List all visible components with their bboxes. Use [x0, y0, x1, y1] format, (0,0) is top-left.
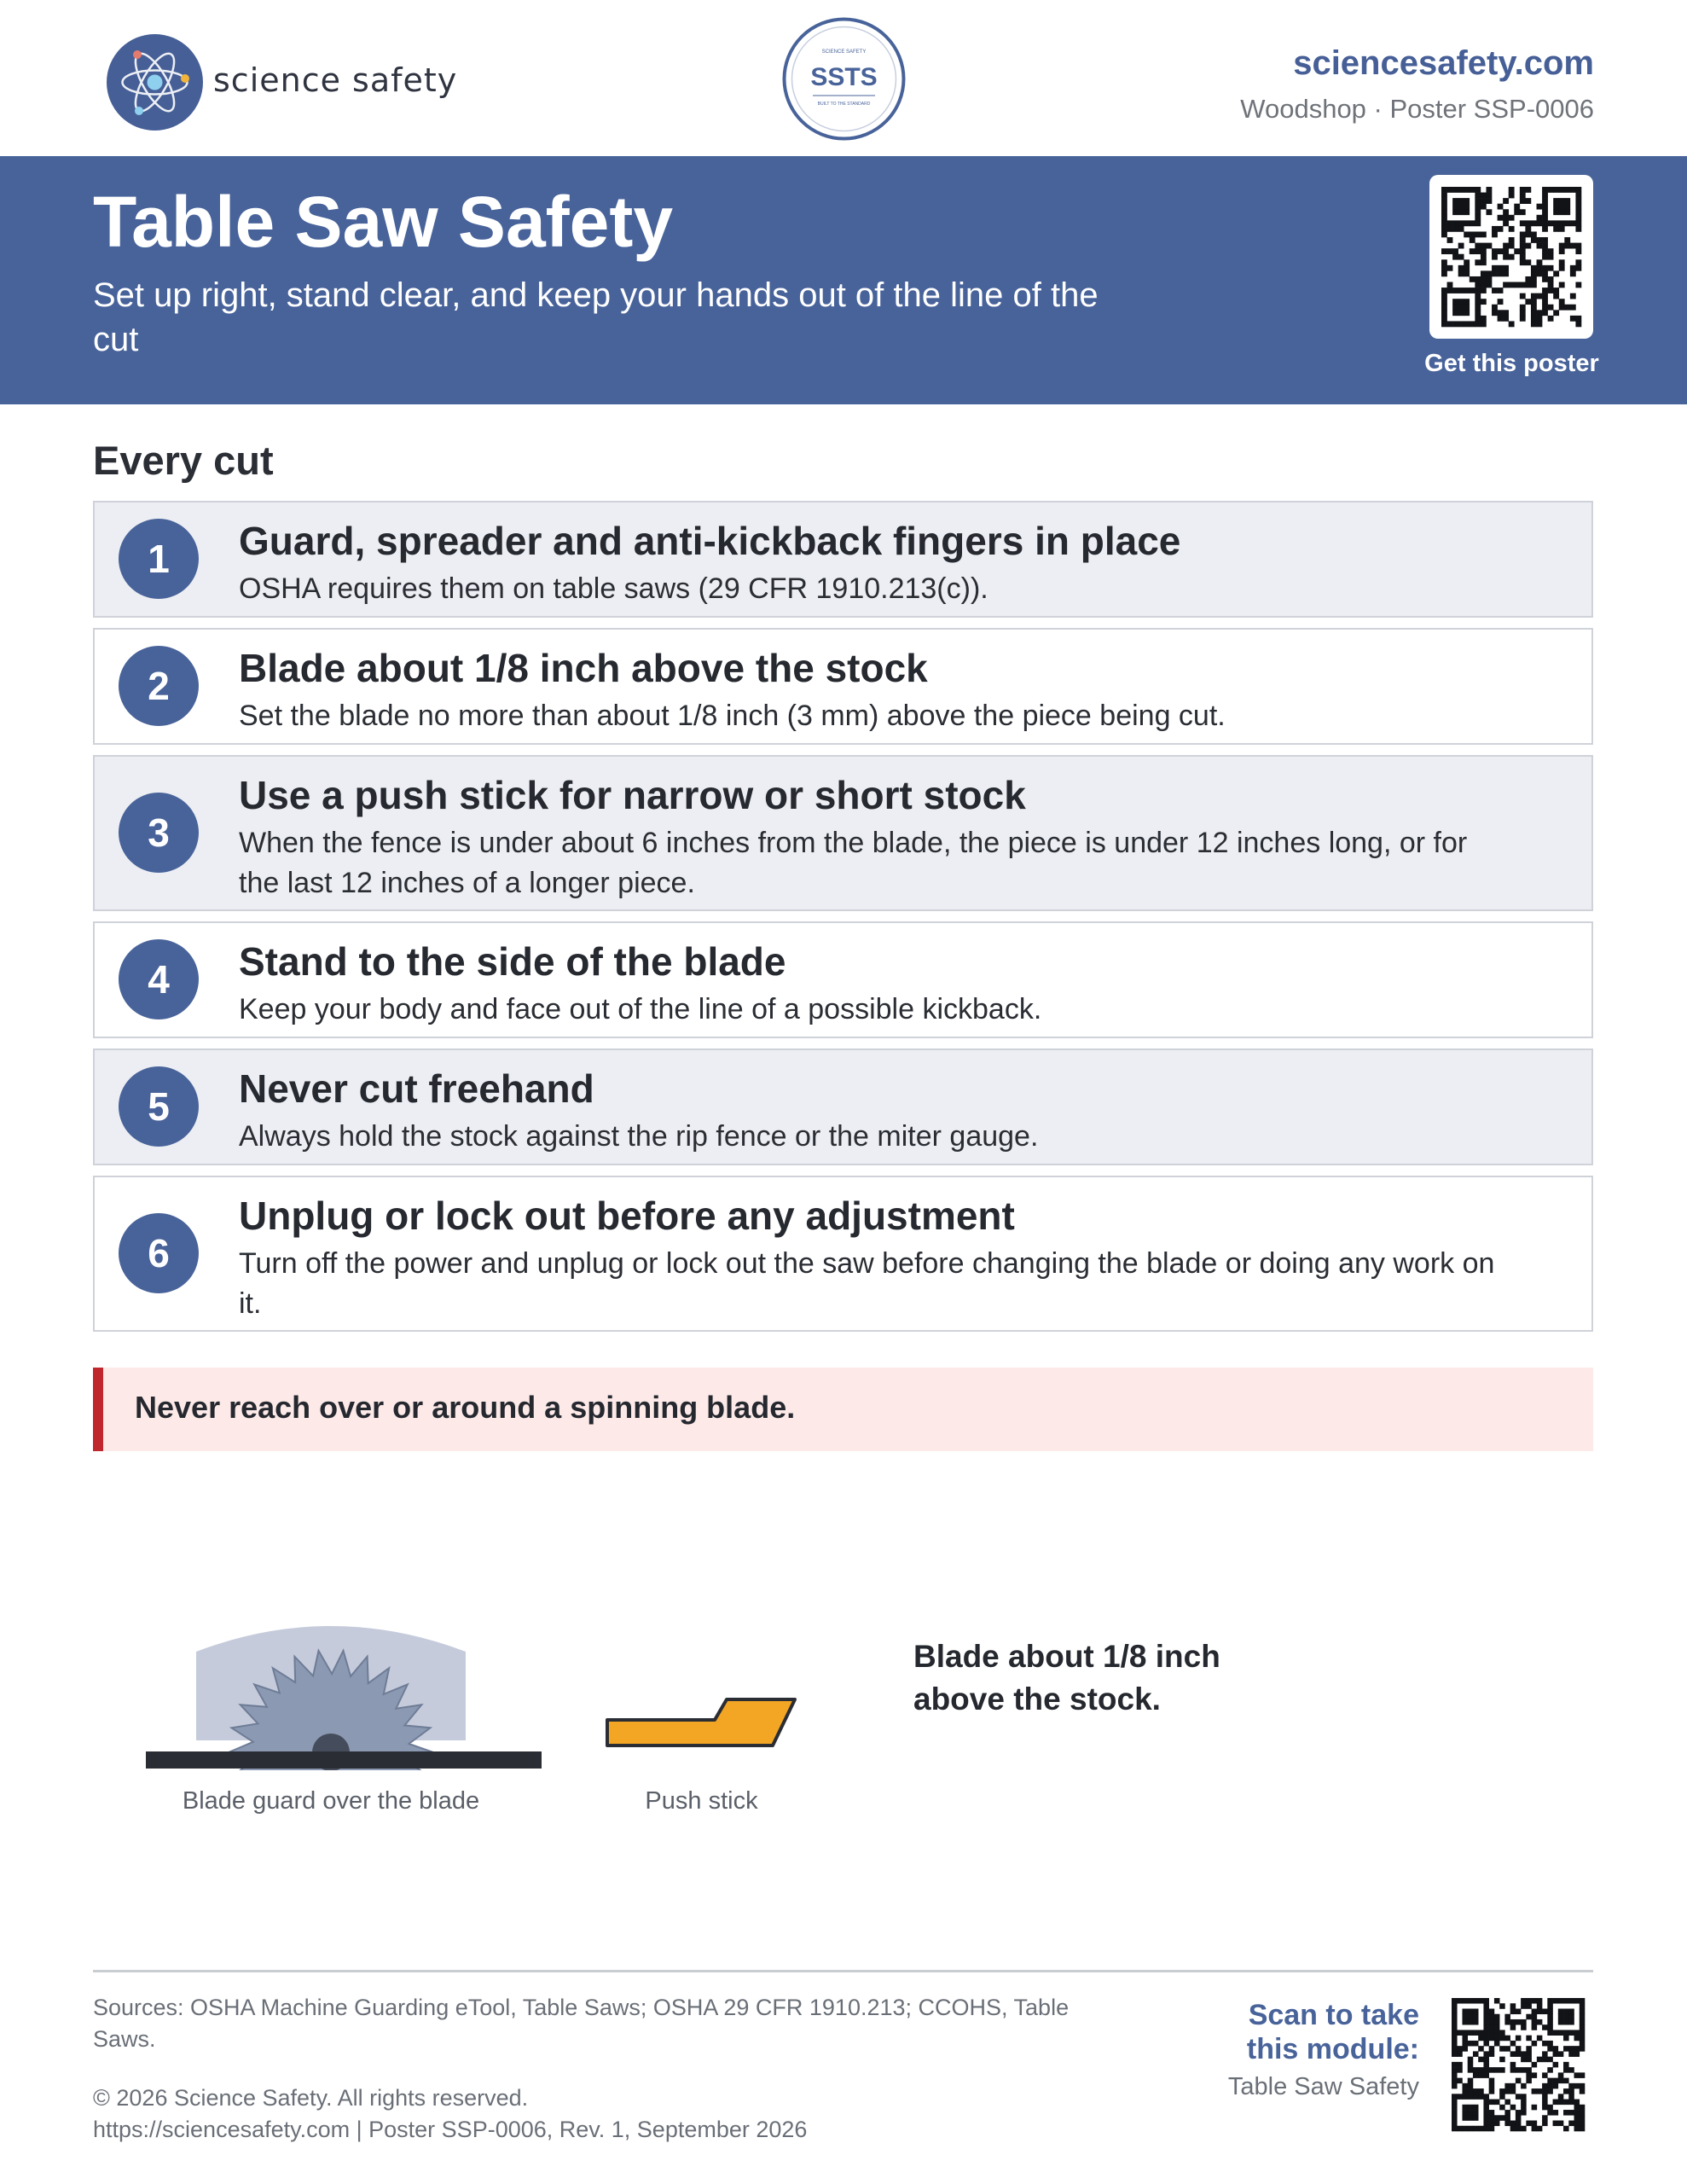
get-poster-label: Get this poster	[1424, 350, 1599, 377]
brand-name: science safety	[213, 61, 458, 99]
copyright-text: © 2026 Science Safety. All rights reserved.	[93, 2085, 529, 2111]
step-title: Never cut freehand	[239, 1066, 594, 1111]
step-body: When the fence is under about 6 inches from the blade, the piece is under 12 inches long, or for the last 12 inches of a longer piece.	[239, 827, 1468, 899]
step-card-3	[93, 755, 1593, 911]
step-number-badge: 6	[119, 1213, 199, 1293]
step-card-6	[93, 1176, 1593, 1332]
step-body: Set the blade no more than about 1/8 inch (3 mm) above the piece being cut.	[239, 700, 1226, 732]
step-body: Always hold the stock against the rip fence or the miter gauge.	[239, 1120, 1039, 1153]
blade-height-note: Blade about 1/8 inch above the stock.	[913, 1639, 1220, 1716]
blade-guard-illustration	[143, 1612, 544, 1770]
step-body: Keep your body and face out of the line of a possible kickback.	[239, 993, 1042, 1025]
module-qr-code[interactable]	[1450, 1996, 1586, 2133]
step-number-badge: 1	[119, 519, 199, 599]
seal-bottom-text: BUILT TO THE STANDARD	[817, 102, 871, 107]
site-link[interactable]: sciencesafety.com	[1293, 44, 1594, 82]
step-title: Stand to the side of the blade	[239, 939, 786, 984]
page-subtitle: Set up right, stand clear, and keep your hands out of the line of the cut	[93, 276, 1099, 358]
step-title: Use a push stick for narrow or short stock	[239, 773, 1026, 817]
footer-divider	[93, 1970, 1593, 1972]
push-stick-icon	[607, 1699, 795, 1745]
step-title: Guard, spreader and anti-kickback fingers in place	[239, 519, 1181, 563]
scan-heading: Scan to take this module:	[1246, 1999, 1419, 2065]
revision-text: https://sciencesafety.com | Poster SSP-0006, Rev. 1, September 2026	[93, 2117, 808, 2142]
saw-table-surface	[146, 1751, 542, 1769]
seal-main-text: SSTS	[810, 63, 878, 91]
section-title: Every cut	[93, 438, 274, 483]
logo-atom-icon	[107, 34, 203, 131]
step-body: Turn off the power and unplug or lock out the saw before changing the blade or doing any work on it.	[239, 1247, 1495, 1320]
step-number-badge: 2	[119, 646, 199, 726]
push-stick-illustration	[604, 1694, 800, 1749]
step-card-2	[93, 628, 1593, 745]
ssts-seal	[782, 17, 906, 141]
poster-meta: Woodshop · Poster SSP-0006	[1240, 94, 1594, 124]
step-card-5	[93, 1048, 1593, 1165]
step-body: OSHA requires them on table saws (29 CFR 1910.213(c)).	[239, 572, 988, 605]
warning-text: Never reach over or around a spinning blade.	[135, 1390, 796, 1425]
step-number-badge: 4	[119, 939, 199, 1019]
poster-qr-code[interactable]	[1429, 175, 1593, 339]
step-card-1	[93, 501, 1593, 618]
seal-top-text: SCIENCE SAFETY	[821, 49, 867, 55]
step-number-badge: 5	[119, 1066, 199, 1147]
sources-text: Sources: OSHA Machine Guarding eTool, Table Saws; OSHA 29 CFR 1910.213; CCOHS, Table Saws.	[93, 1995, 1070, 2052]
page-title: Table Saw Safety	[93, 182, 674, 262]
step-card-4	[93, 921, 1593, 1038]
scan-module-name: Table Saw Safety	[1227, 2073, 1419, 2100]
step-number-badge: 3	[119, 793, 199, 873]
step-title: Unplug or lock out before any adjustment	[239, 1194, 1015, 1238]
step-title: Blade about 1/8 inch above the stock	[239, 646, 928, 690]
blade-guard-caption: Blade guard over the blade	[182, 1787, 480, 1815]
push-stick-caption: Push stick	[645, 1787, 758, 1815]
copyright-block	[93, 2082, 1108, 2146]
